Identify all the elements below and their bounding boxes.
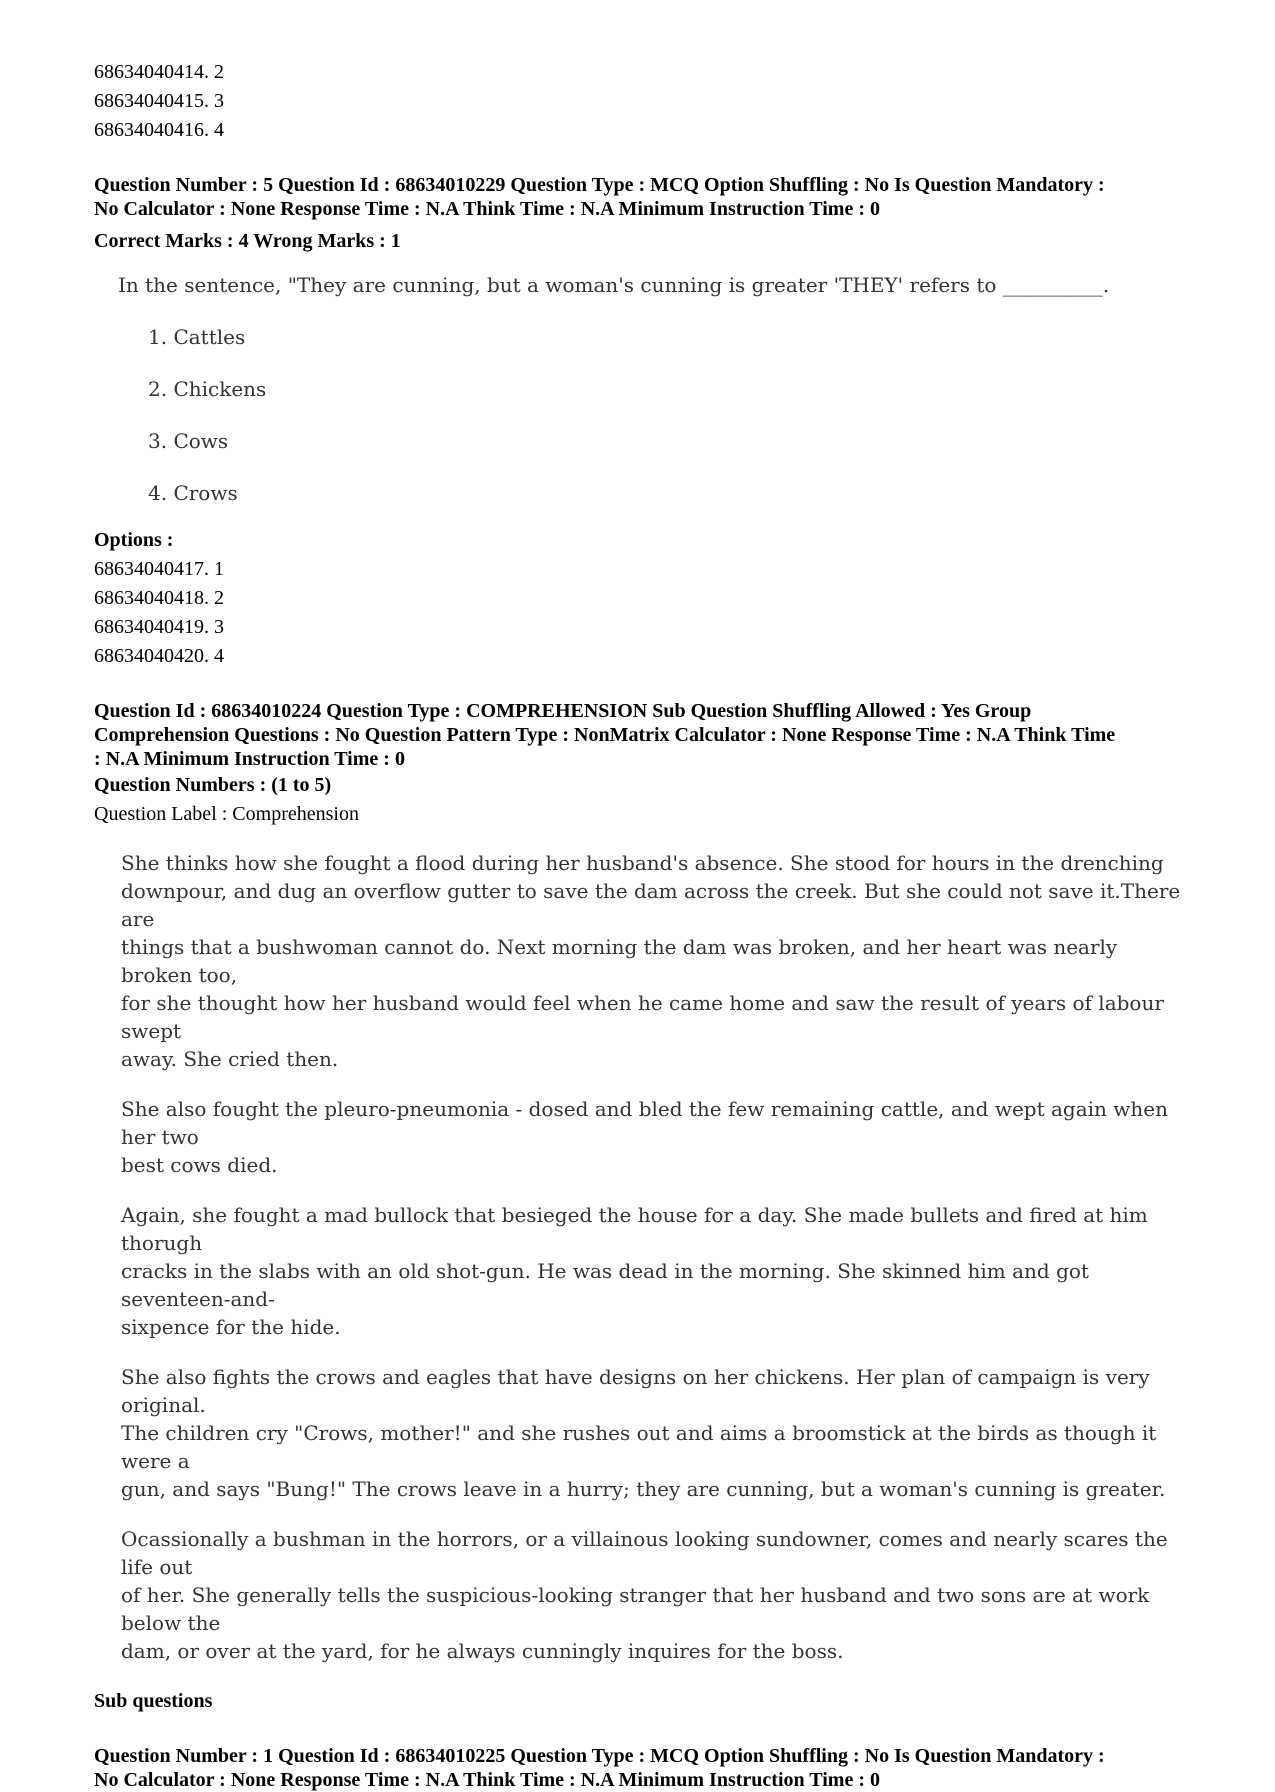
passage-line: cracks in the slabs with an old shot-gun. He was dead in the morning. She skinned him and got seventeen-and- — [121, 1259, 1089, 1311]
comprehension-meta-line-1: Question Id : 68634010224 Question Type : COMPREHENSION Sub Question Shuffling Allowed : Yes Group — [94, 700, 1032, 722]
passage-line: sixpence for the hide. — [121, 1315, 341, 1339]
passage-line: She also fights the crows and eagles that have designs on her chickens. Her plan of campaign is very original. — [121, 1365, 1150, 1417]
option-line: 68634040419. 3 — [94, 616, 224, 638]
question-5-block — [94, 173, 1194, 671]
question-5-choice: 1. Cattles — [148, 325, 246, 349]
passage-line: She thinks how she fought a flood during her husband's absence. She stood for hours in the drenching — [121, 851, 1164, 875]
passage-line: She also fought the pleuro-pneumonia - dosed and bled the few remaining cattle, and wept again when her two — [121, 1097, 1168, 1149]
passage-line: gun, and says "Bung!" The crows leave in a hurry; they are cunning, but a woman's cunning is greater. — [121, 1477, 1166, 1501]
passage-line: Again, she fought a mad bullock that besieged the house for a day. She made bullets and fired at him thorugh — [121, 1203, 1148, 1255]
passage-paragraph — [121, 1525, 1191, 1665]
question-5-meta-line-2: No Calculator : None Response Time : N.A Think Time : N.A Minimum Instruction Time : 0 — [94, 198, 880, 220]
option-line: 68634040417. 1 — [94, 558, 224, 580]
passage-line: things that a bushwoman cannot do. Next morning the dam was broken, and her heart was nearly broken too, — [121, 935, 1118, 987]
passage-line: Ocassionally a bushman in the horrors, or a villainous looking sundowner, comes and nearly scares the life out — [121, 1527, 1168, 1579]
sub-questions-heading: Sub questions — [94, 1690, 213, 1712]
question-5-choice: 2. Chickens — [148, 377, 267, 401]
passage-line: The children cry "Crows, mother!" and she rushes out and aims a broomstick at the birds as though it were a — [121, 1421, 1157, 1473]
question-5-choice: 3. Cows — [148, 429, 229, 453]
option-line: 68634040416. 4 — [94, 119, 224, 141]
option-line: 68634040420. 4 — [94, 645, 224, 667]
passage-line: away. She cried then. — [121, 1047, 339, 1071]
comprehension-passage — [121, 849, 1191, 1665]
passage-paragraph — [121, 1363, 1191, 1503]
option-line: 68634040414. 2 — [94, 61, 224, 83]
question-1-meta-line-2: No Calculator : None Response Time : N.A Think Time : N.A Minimum Instruction Time : 0 — [94, 1769, 880, 1791]
comprehension-block — [94, 699, 1194, 1716]
question-5-stem: In the sentence, "They are cunning, but a woman's cunning is greater 'THEY' refers to __________. — [118, 273, 1110, 297]
passage-paragraph — [121, 1095, 1191, 1179]
question-numbers: Question Numbers : (1 to 5) — [94, 774, 332, 796]
passage-line: for she thought how her husband would feel when he came home and saw the result of years of labour swept — [121, 991, 1164, 1043]
comprehension-meta-line-3: : N.A Minimum Instruction Time : 0 — [94, 748, 405, 770]
question-5-marks: Correct Marks : 4 Wrong Marks : 1 — [94, 230, 401, 252]
question-label: Question Label : Comprehension — [94, 803, 359, 825]
passage-line: of her. She generally tells the suspicious-looking stranger that her husband and two sons are at work below the — [121, 1583, 1150, 1635]
option-line: 68634040418. 2 — [94, 587, 224, 609]
option-line: 68634040415. 3 — [94, 90, 224, 112]
question-1-block — [94, 1744, 1194, 1792]
question-5-choice: 4. Crows — [148, 481, 238, 505]
comprehension-meta-line-2: Comprehension Questions : No Question Pattern Type : NonMatrix Calculator : None Response Time : N.A Think Time — [94, 724, 1116, 746]
question-5-image — [94, 270, 1194, 508]
passage-line: downpour, and dug an overflow gutter to save the dam across the creek. But she could not save it.There are — [121, 879, 1181, 931]
passage-line: dam, or over at the yard, for he always cunningly inquires for the boss. — [121, 1639, 844, 1663]
passage-paragraph — [121, 849, 1191, 1073]
question-1-meta-line-1: Question Number : 1 Question Id : 68634010225 Question Type : MCQ Option Shuffling : No Is Question Mandatory : — [94, 1745, 1105, 1767]
passage-paragraph — [121, 1201, 1191, 1341]
question-5-meta-line-1: Question Number : 5 Question Id : 68634010229 Question Type : MCQ Option Shuffling : No Is Question Mandatory : — [94, 174, 1105, 196]
previous-options — [94, 58, 1194, 145]
passage-line: best cows died. — [121, 1153, 278, 1177]
options-heading: Options : — [94, 529, 174, 551]
document-page — [94, 58, 1194, 1792]
